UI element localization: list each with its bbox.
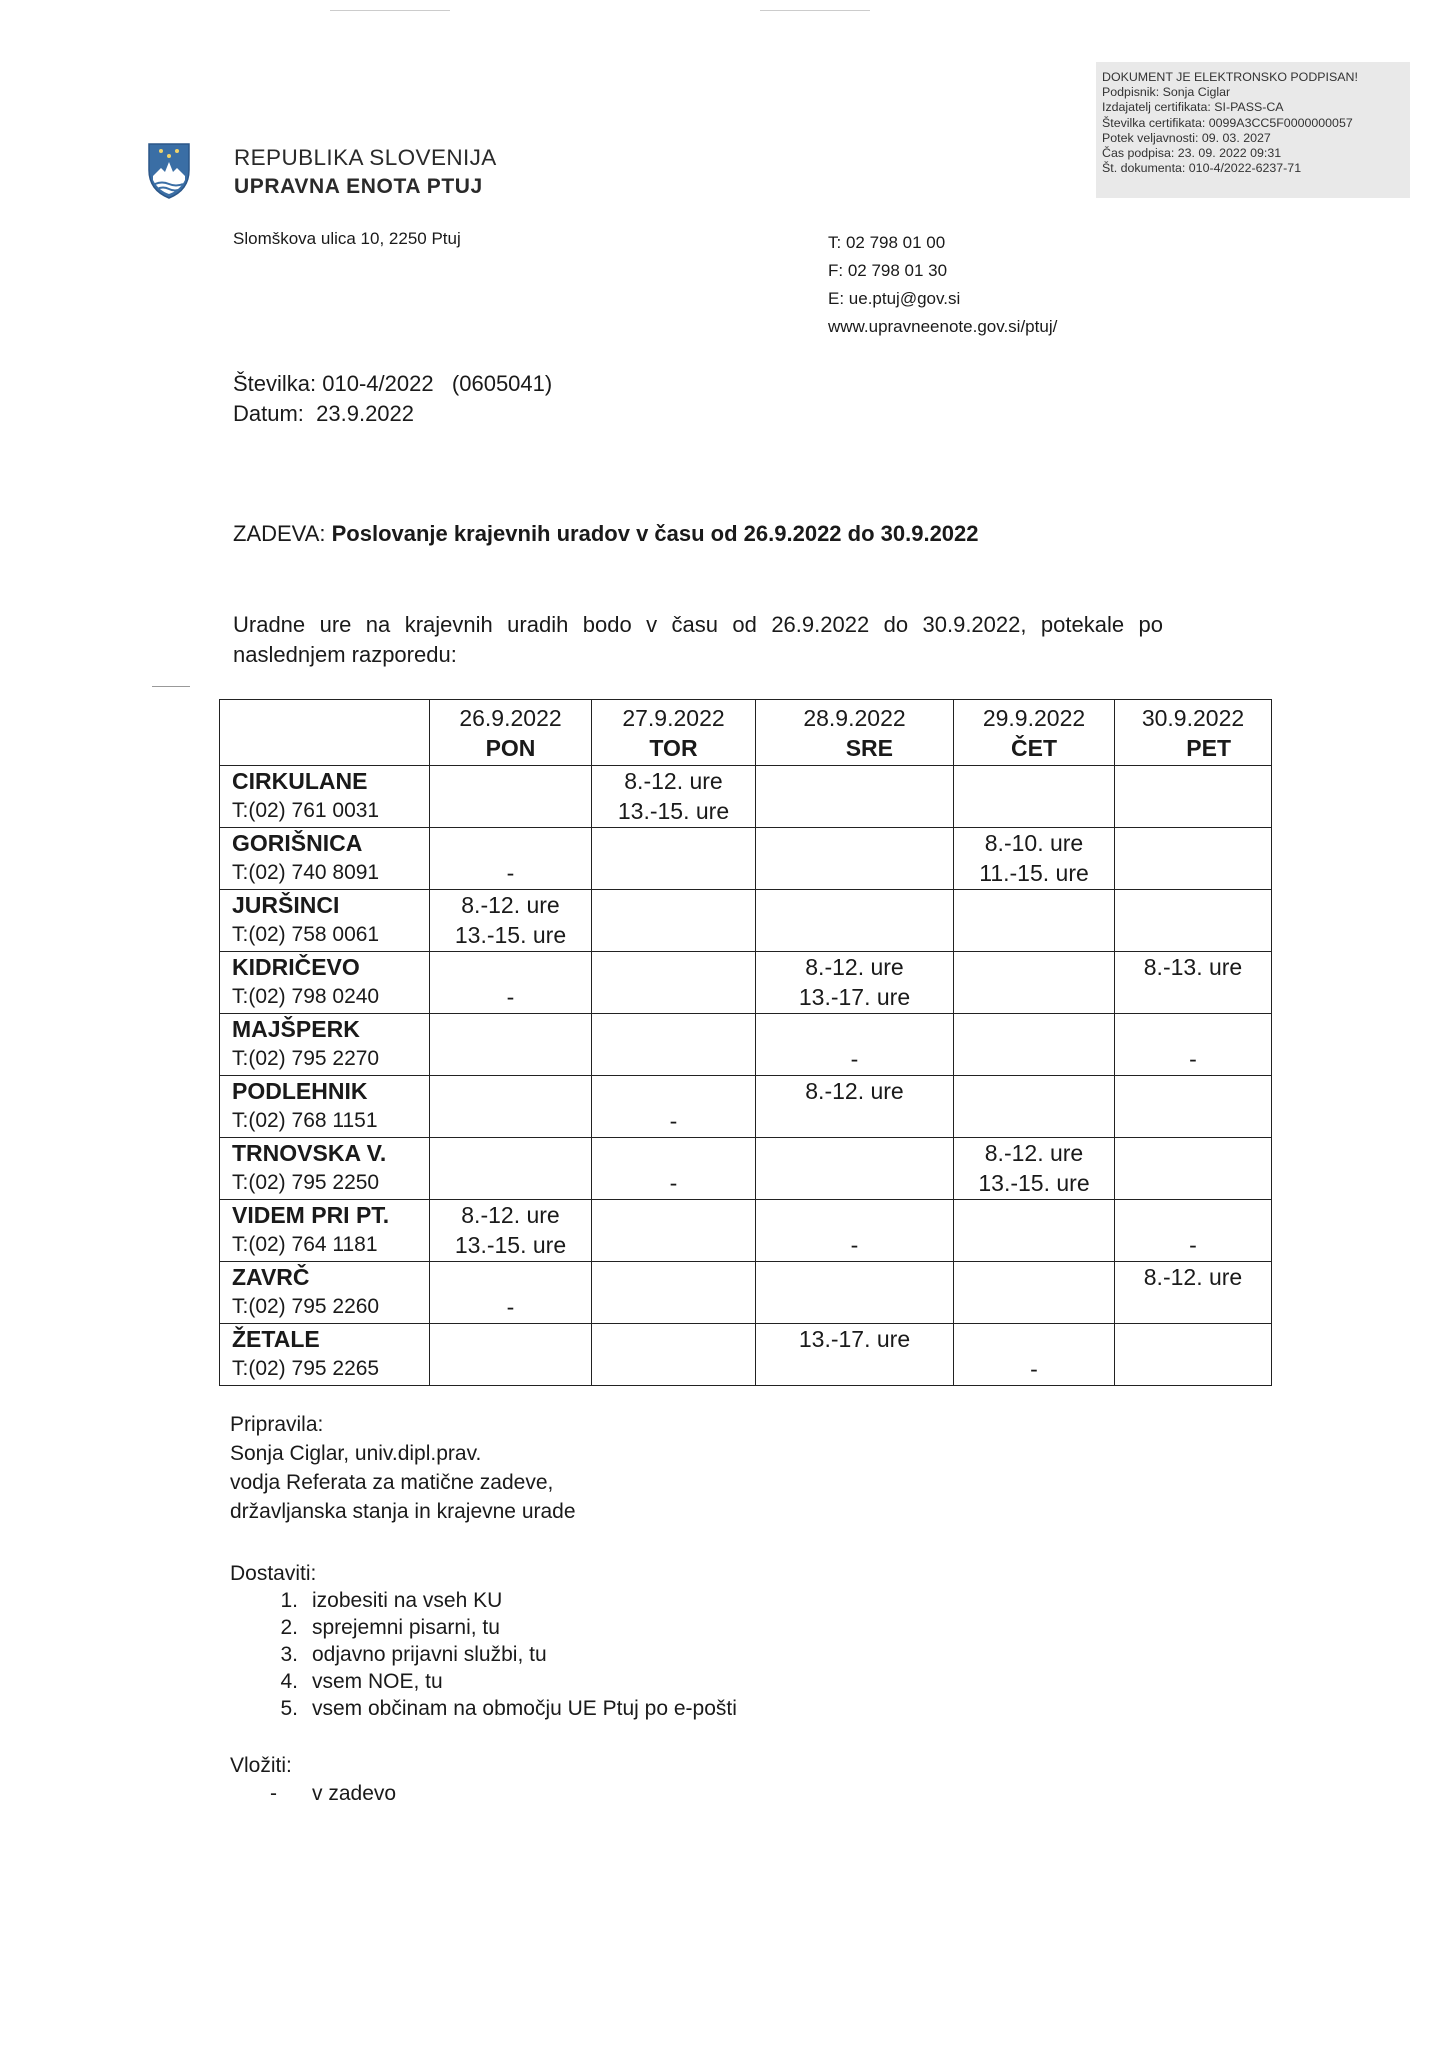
table-row xyxy=(220,890,1272,952)
office-name: JURŠINCI xyxy=(232,892,340,918)
table-row xyxy=(220,766,1272,828)
table-row xyxy=(220,1014,1272,1076)
hours-cell xyxy=(430,1014,592,1076)
hours-cell: - xyxy=(954,1324,1115,1386)
corner-cell xyxy=(220,700,430,766)
column-header: 30.9.2022 PET xyxy=(1115,700,1272,766)
email-link[interactable]: E: ue.ptuj@gov.si xyxy=(828,289,961,308)
office-address: Slomškova ulica 10, 2250 Ptuj xyxy=(233,229,461,248)
list-item: 3. odjavno prijavni službi, tu xyxy=(280,1643,547,1666)
hours-cell xyxy=(756,890,954,952)
office-location-cell xyxy=(220,1262,430,1324)
office-name: UPRAVNA ENOTA PTUJ xyxy=(234,175,483,198)
table-row xyxy=(220,828,1272,890)
office-phone: T:(02) 764 1181 xyxy=(232,1233,378,1256)
table-row xyxy=(220,1200,1272,1262)
hours-cell xyxy=(430,1076,592,1138)
hours-cell: - xyxy=(430,1262,592,1324)
office-location-cell xyxy=(220,1014,430,1076)
hours-cell: - xyxy=(756,1014,954,1076)
office-phone: T:(02) 761 0031 xyxy=(232,799,380,822)
prepared-role: državljanska stanja in krajevne urade xyxy=(230,1500,576,1523)
office-name: TRNOVSKA V. xyxy=(232,1140,387,1166)
deliver-label: Dostaviti: xyxy=(230,1562,317,1585)
hours-cell: 13.-17. ure xyxy=(756,1324,954,1386)
hours-cell: - xyxy=(756,1200,954,1262)
hours-cell xyxy=(592,952,756,1014)
hours-cell: - xyxy=(430,828,592,890)
prepared-by xyxy=(230,1410,576,1526)
office-name: KIDRIČEVO xyxy=(232,954,360,980)
deliver-list xyxy=(230,1587,930,1722)
hours-cell xyxy=(954,890,1115,952)
office-phone: T:(02) 795 2250 xyxy=(232,1171,380,1194)
hours-cell: 8.-12. ure 13.-15. ure xyxy=(430,1200,592,1262)
prepared-label: Pripravila: xyxy=(230,1413,324,1436)
hours-cell: - xyxy=(592,1138,756,1200)
prepared-name: Sonja Ciglar, univ.dipl.prav. xyxy=(230,1442,482,1465)
hours-cell: 8.-12. ure 13.-15. ure xyxy=(592,766,756,828)
office-phone: T:(02) 798 0240 xyxy=(232,985,380,1008)
stamp-line: DOKUMENT JE ELEKTRONSKO PODPISAN! xyxy=(1102,70,1358,84)
hours-cell xyxy=(756,766,954,828)
hours-cell: 8.-13. ure xyxy=(1115,952,1272,1014)
office-phone: T:(02) 758 0061 xyxy=(232,923,380,946)
column-header: 28.9.2022 SRE xyxy=(756,700,954,766)
office-name: ZAVRČ xyxy=(232,1264,310,1290)
hours-cell: 8.-10. ure 11.-15. ure xyxy=(954,828,1115,890)
hours-cell xyxy=(1115,1076,1272,1138)
office-location-cell xyxy=(220,766,430,828)
intro-paragraph: Uradne ure na krajevnih uradih bodo v času od 26.9.2022 do 30.9.2022, potekale po naslednjem razporedu: xyxy=(233,612,1163,667)
reference-block xyxy=(233,369,552,429)
office-phone: T:(02) 768 1151 xyxy=(232,1109,378,1132)
office-phone: T:(02) 740 8091 xyxy=(232,861,380,884)
coat-of-arms-icon xyxy=(145,140,193,200)
office-name: GORIŠNICA xyxy=(232,830,363,856)
signature-stamp xyxy=(1096,62,1410,198)
hours-cell xyxy=(430,766,592,828)
column-header: 29.9.2022 ČET xyxy=(954,700,1115,766)
office-name: MAJŠPERK xyxy=(232,1016,360,1042)
hours-cell xyxy=(954,1262,1115,1324)
office-location-cell xyxy=(220,1200,430,1262)
office-location-cell xyxy=(220,1138,430,1200)
table-row xyxy=(220,1138,1272,1200)
hours-cell xyxy=(1115,828,1272,890)
office-name: CIRKULANE xyxy=(232,768,368,794)
hours-cell xyxy=(954,1076,1115,1138)
hours-cell: 8.-12. ure xyxy=(1115,1262,1272,1324)
stamp-line: Izdajatelj certifikata: SI-PASS-CA xyxy=(1102,100,1284,115)
hours-cell xyxy=(592,890,756,952)
list-item: 5. vsem občinam na območju UE Ptuj po e-pošti xyxy=(280,1697,737,1720)
hours-cell xyxy=(592,828,756,890)
hours-cell: - xyxy=(1115,1200,1272,1262)
office-location-cell xyxy=(220,952,430,1014)
scan-mark xyxy=(760,10,870,11)
list-item: 1. izobesiti na vseh KU xyxy=(280,1589,503,1612)
subject-line xyxy=(233,521,979,547)
document-date: Datum: 23.9.2022 xyxy=(233,401,415,426)
table-row xyxy=(220,1262,1272,1324)
office-phone: T:(02) 795 2260 xyxy=(232,1295,380,1318)
office-location-cell xyxy=(220,890,430,952)
prepared-role: vodja Referata za matične zadeve, xyxy=(230,1471,554,1494)
stamp-line: Potek veljavnosti: 09. 03. 2027 xyxy=(1102,130,1271,145)
hours-cell xyxy=(1115,1138,1272,1200)
hours-cell xyxy=(954,1200,1115,1262)
hours-cell xyxy=(430,1138,592,1200)
hours-cell xyxy=(954,766,1115,828)
contact-block xyxy=(828,229,1057,341)
hours-cell: 8.-12. ure 13.-17. ure xyxy=(756,952,954,1014)
hours-cell xyxy=(954,1014,1115,1076)
table-row xyxy=(220,1076,1272,1138)
office-name: PODLEHNIK xyxy=(232,1078,368,1104)
list-item: 4. vsem NOE, tu xyxy=(280,1670,443,1693)
hours-cell xyxy=(592,1324,756,1386)
hours-cell xyxy=(1115,766,1272,828)
column-header: 27.9.2022 TOR xyxy=(592,700,756,766)
web-link[interactable]: www.upravneenote.gov.si/ptuj/ xyxy=(828,317,1058,336)
office-phone: T:(02) 795 2265 xyxy=(232,1357,380,1380)
table-header-row xyxy=(220,700,1272,766)
list-item: 2. sprejemni pisarni, tu xyxy=(280,1616,500,1639)
hours-cell xyxy=(1115,890,1272,952)
stamp-line: Čas podpisa: 23. 09. 2022 09:31 xyxy=(1102,146,1282,161)
hours-cell xyxy=(1115,1324,1272,1386)
table-row xyxy=(220,952,1272,1014)
office-location-cell xyxy=(220,828,430,890)
hours-cell xyxy=(592,1200,756,1262)
subject-text: Poslovanje krajevnih uradov v času od 26.9.2022 do 30.9.2022 xyxy=(331,521,979,546)
hours-cell xyxy=(756,1138,954,1200)
stamp-line: Št. dokumenta: 010-4/2022-6237-71 xyxy=(1102,161,1302,176)
hours-cell: - xyxy=(430,952,592,1014)
republic-name: REPUBLIKA SLOVENIJA xyxy=(234,145,497,170)
table-row xyxy=(220,1324,1272,1386)
office-location-cell xyxy=(220,1076,430,1138)
hours-cell: 8.-12. ure 13.-15. ure xyxy=(430,890,592,952)
hours-cell xyxy=(954,952,1115,1014)
hours-cell xyxy=(430,1324,592,1386)
fold-mark xyxy=(152,686,190,687)
office-location-cell xyxy=(220,1324,430,1386)
hours-cell: 8.-12. ure xyxy=(756,1076,954,1138)
office-hours-table xyxy=(219,699,1272,1386)
file-item: - v zadevo xyxy=(270,1782,397,1805)
document-number: Številka: 010-4/2022 (0605041) xyxy=(233,371,553,396)
scan-mark xyxy=(330,10,450,11)
subject-label: ZADEVA: xyxy=(233,521,332,546)
phone: T: 02 798 01 00 xyxy=(828,233,946,252)
hours-cell xyxy=(592,1262,756,1324)
file-label: Vložiti: xyxy=(230,1754,292,1777)
hours-cell: 8.-12. ure 13.-15. ure xyxy=(954,1138,1115,1200)
stamp-line: Številka certifikata: 0099A3CC5F0000000057 xyxy=(1102,115,1353,130)
office-name: VIDEM PRI PT. xyxy=(232,1202,390,1228)
hours-cell: - xyxy=(592,1076,756,1138)
office-name: ŽETALE xyxy=(232,1326,320,1352)
fax: F: 02 798 01 30 xyxy=(828,261,948,280)
hours-cell xyxy=(756,828,954,890)
column-header: 26.9.2022 PON xyxy=(430,700,592,766)
stamp-line: Podpisnik: Sonja Ciglar xyxy=(1102,85,1231,100)
office-phone: T:(02) 795 2270 xyxy=(232,1047,380,1070)
hours-cell: - xyxy=(1115,1014,1272,1076)
hours-cell xyxy=(592,1014,756,1076)
hours-cell xyxy=(756,1262,954,1324)
